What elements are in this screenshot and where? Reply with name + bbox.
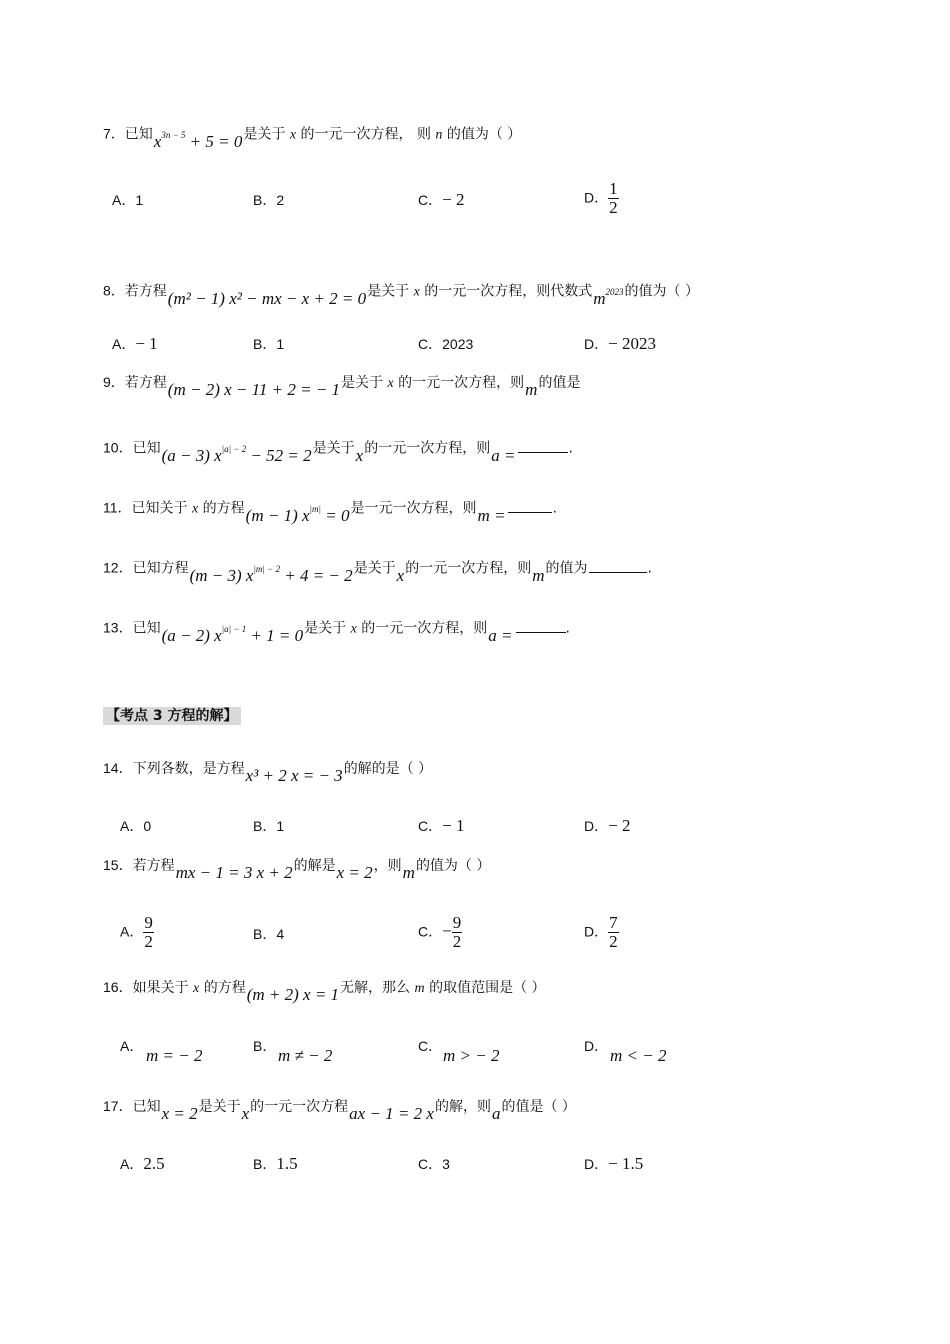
question-11: 11．已知关于 x 的方程(m − 1) $x^{|m|} = 0$是一元一次方程，则m = . [103, 499, 557, 525]
option-c[interactable]: C．− $\frac{9}{2}$ [418, 913, 462, 951]
question-14: 14．下列各数，是方程x³ + 2 x = − 3的解的是（ ） [103, 760, 433, 785]
option-d-value: m < − 2 [610, 1046, 667, 1065]
question-16: 16．如果关于 x 的方程(m + 2) x = 1无解，那么 m 的取值范围是（ ） [103, 979, 546, 1004]
math-expression: x³ + 2 x = − 3 [245, 766, 343, 785]
fraction: $\frac{1}{2}$ [609, 179, 618, 217]
math-expression: (m − 2) x − 11 + 2 = − 1 [167, 380, 341, 399]
option-c[interactable]: C． [418, 1038, 443, 1054]
math-expression: (m − 3) $x^{|m| - 2} + 4$ = − 2 [189, 564, 353, 585]
option-c-value: m > − 2 [443, 1046, 500, 1065]
option-d[interactable]: D．− 2023 [584, 334, 656, 353]
option-d[interactable]: D． [584, 1038, 609, 1054]
option-b[interactable]: B．1 [253, 818, 285, 834]
option-d[interactable]: D． $\frac{1}{2}$ [584, 179, 618, 217]
math-expression: ax − 1 = 2 x [349, 1104, 434, 1123]
question-17: 17．已知x = 2是关于x的一元一次方程ax − 1 = 2 x的解，则a的值是（ ） [103, 1098, 576, 1123]
question-text: 已知 [124, 126, 153, 143]
fraction: $\frac{7}{2}$ [609, 913, 618, 951]
answer-blank[interactable] [589, 558, 647, 573]
option-a[interactable]: A．2.5 [120, 1154, 165, 1173]
option-c[interactable]: C．2023 [418, 336, 474, 352]
option-c[interactable]: C．− 1 [418, 816, 465, 835]
option-d[interactable]: D．− 2 [584, 816, 631, 835]
question-12: 12．已知方程(m − 3) $x^{|m| - 2} + 4$ = − 2是关于x的一元一次方程，则m的值为 . [103, 559, 652, 585]
math-expression: (m − 1) $x^{|m|} = 0$ [245, 504, 350, 525]
math-expression: (a − 3) $x^{|a| - 2} - 52 = 2$ [161, 444, 312, 465]
option-a[interactable]: A． $\frac{9}{2}$ [120, 913, 153, 951]
option-d[interactable]: D．− 1.5 [584, 1154, 644, 1173]
fraction: $\frac{9}{2}$ [144, 913, 153, 951]
math-expression: $m^{2023}$ [593, 287, 624, 308]
option-b[interactable]: B．2 [253, 192, 285, 208]
option-a[interactable]: A．− 1 [112, 334, 158, 353]
question-7: 7．已知$x^{3n - 5} + 5 = 0$是关于 x 的一元一次方程， 则 n 的值为（ ） [103, 125, 522, 151]
question-13: 13．已知(a − 2) $x^{|a| - 1} + 1 = 0$是关于 x 的一元一次方程，则a = . [103, 619, 570, 645]
fraction: $\frac{9}{2}$ [452, 913, 462, 951]
option-a[interactable]: A．0 [120, 818, 152, 834]
math-expression: $x^{3n - 5} + 5 = 0$ [153, 130, 243, 151]
option-b[interactable]: B．4 [253, 926, 285, 942]
option-b[interactable]: B．1.5 [253, 1154, 298, 1173]
section-heading: 【考点 3 方程的解】 [103, 707, 241, 725]
option-b-value: m ≠ − 2 [278, 1046, 333, 1065]
question-number: 7． [103, 125, 125, 142]
math-expression: (m² − 1) x² − mx − x + 2 = 0 [167, 288, 367, 308]
option-a[interactable]: A．1 [112, 192, 144, 208]
answer-blank[interactable] [508, 498, 552, 513]
question-8: 8．若方程(m² − 1) x² − mx − x + 2 = 0是关于 x 的一元一次方程，则代数式$m^{2023}$的值为（ ） [103, 282, 699, 308]
option-a[interactable]: A． [120, 1038, 144, 1054]
option-c[interactable]: C．− 2 [418, 190, 465, 209]
math-expression: mx − 1 = 3 x + 2 [175, 863, 293, 882]
answer-blank[interactable] [516, 618, 566, 633]
math-expression: (a − 2) $x^{|a| - 1} + 1 = 0$ [161, 624, 304, 645]
question-15: 15．若方程mx − 1 = 3 x + 2的解是x = 2，则m的值为（ ） [103, 857, 491, 882]
question-9: 9．若方程(m − 2) x − 11 + 2 = − 1是关于 x 的一元一次方程，则m的值是 [103, 374, 581, 399]
option-b[interactable]: B． [253, 1038, 277, 1054]
option-d[interactable]: D． $\frac{7}{2}$ [584, 913, 618, 951]
answer-blank[interactable] [518, 438, 568, 453]
question-10: 10．已知(a − 3) $x^{|a| - 2} - 52 = 2$是关于x的一元一次方程，则a = . [103, 439, 573, 465]
option-c[interactable]: C．3 [418, 1156, 450, 1172]
option-a-value: m = − 2 [146, 1046, 203, 1065]
option-b[interactable]: B．1 [253, 336, 285, 352]
math-expression: (m + 2) x = 1 [246, 985, 340, 1004]
